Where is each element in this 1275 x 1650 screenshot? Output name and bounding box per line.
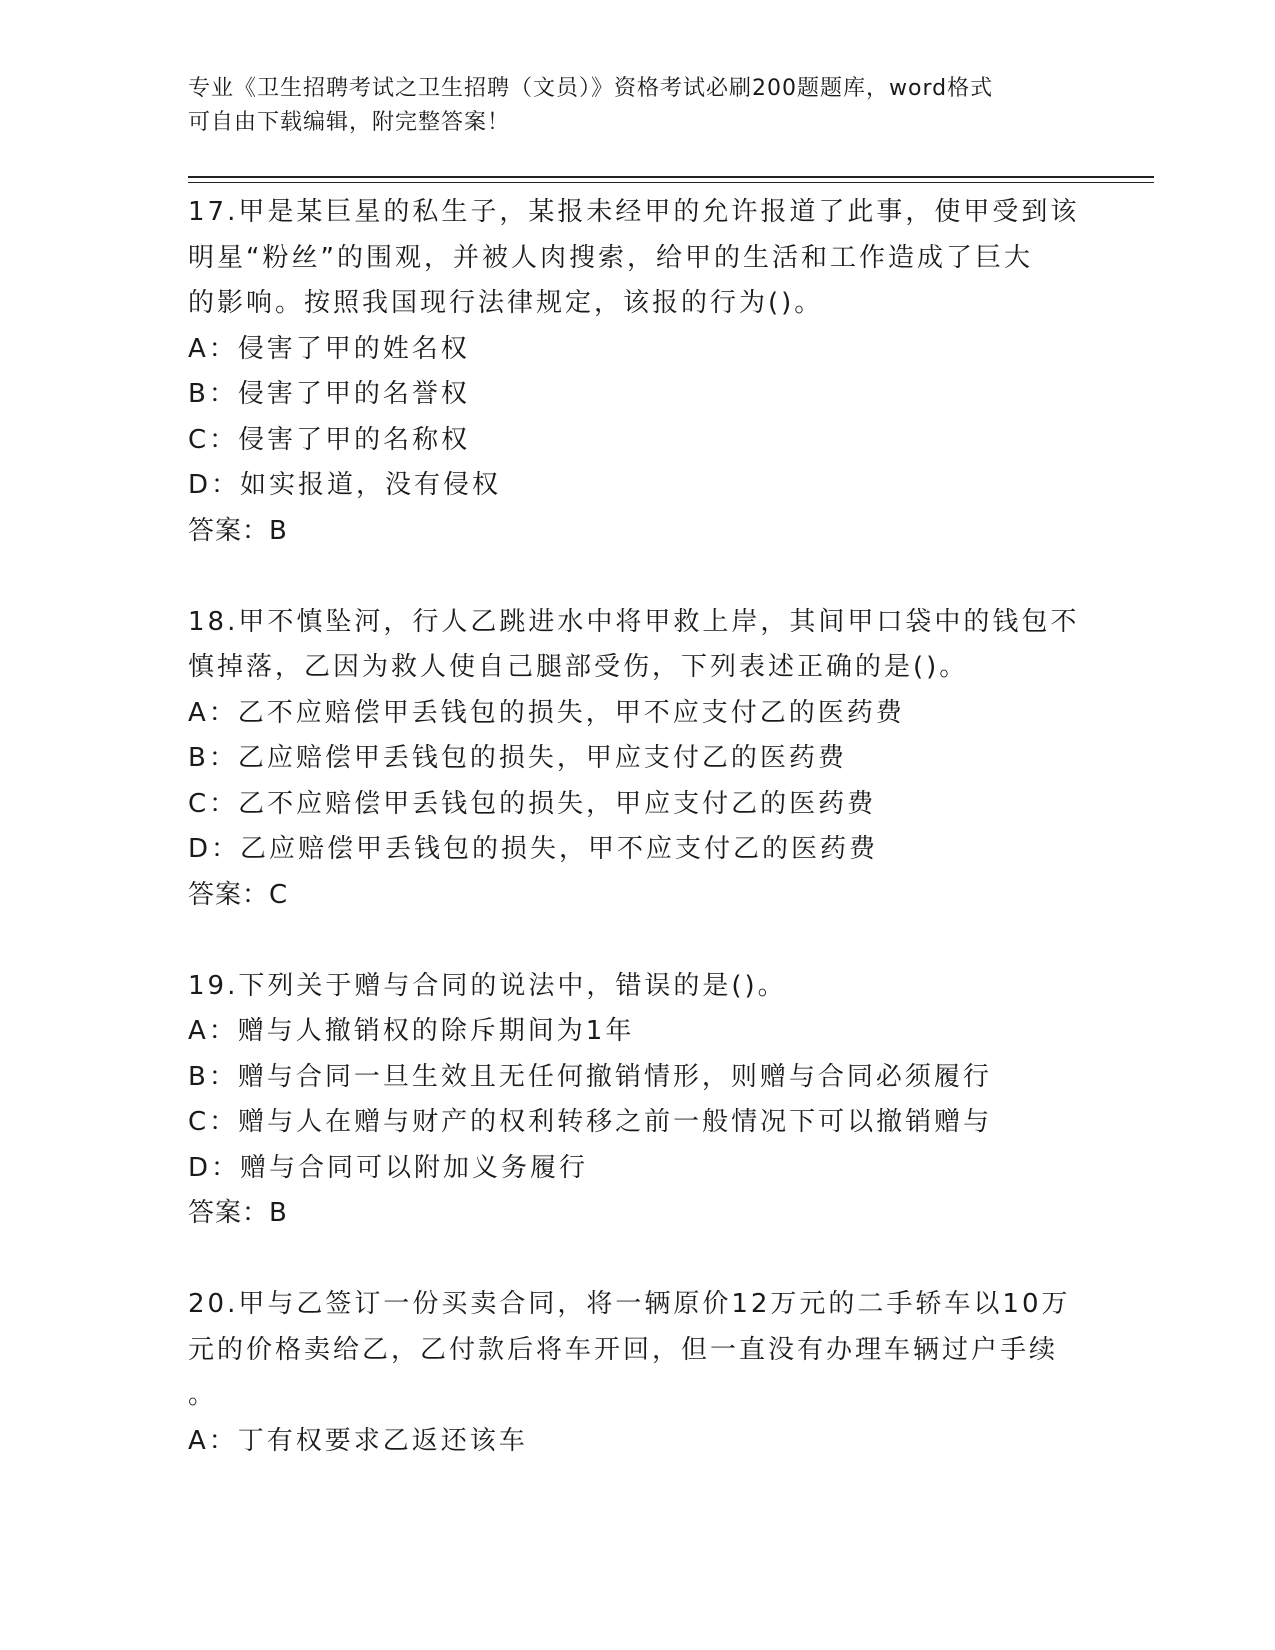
- question-19: [188, 964, 1088, 1237]
- header-line-1: 专业《卫生招聘考试之卫生招聘（文员）》资格考试必刷200题题库，word格式: [188, 76, 994, 101]
- answer-text: 答案：C: [188, 879, 289, 910]
- question-stem-line: 20.甲与乙签订一份买卖合同，将一辆原价12万元的二手轿车以10万: [188, 1289, 1071, 1319]
- option-c: C：侵害了甲的名称权: [188, 424, 471, 455]
- option-a: A：乙不应赔偿甲丢钱包的损失，甲不应支付乙的医药费: [188, 697, 905, 728]
- option-d: D：乙应赔偿甲丢钱包的损失，甲不应支付乙的医药费: [188, 834, 879, 864]
- answer-text: 答案：B: [188, 1198, 288, 1228]
- option-c: C：乙不应赔偿甲丢钱包的损失，甲应支付乙的医药费: [188, 788, 877, 819]
- question-stem-line: 19.下列关于赠与合同的说法中，错误的是()。: [188, 970, 787, 1001]
- question-stem-line: 慎掉落，乙因为救人使自己腿部受伤，下列表述正确的是()。: [188, 652, 969, 682]
- question-20: [188, 1282, 1088, 1464]
- question-stem-line: 元的价格卖给乙，乙付款后将车开回，但一直没有办理车辆过户手续: [188, 1334, 1059, 1365]
- option-b: B：乙应赔偿甲丢钱包的损失，甲应支付乙的医药费: [188, 743, 847, 773]
- document-header: [188, 72, 1068, 140]
- option-a: A：丁有权要求乙返还该车: [188, 1425, 528, 1456]
- header-rule-thin: [188, 182, 1154, 183]
- question-18: [188, 600, 1088, 918]
- option-d: D：赠与合同可以附加义务履行: [188, 1152, 589, 1183]
- question-17: [188, 190, 1088, 554]
- option-c: C：赠与人在赠与财产的权利转移之前一般情况下可以撤销赠与: [188, 1107, 993, 1137]
- question-stem-line: 18.甲不慎坠河，行人乙跳进水中将甲救上岸，其间甲口袋中的钱包不: [188, 606, 1080, 637]
- option-a: A：赠与人撤销权的除斥期间为1年: [188, 1016, 635, 1046]
- header-line-2: 可自由下载编辑，附完整答案！: [188, 110, 511, 135]
- question-stem-line: 的影响。按照我国现行法律规定，该报的行为()。: [188, 288, 824, 318]
- answer-text: 答案：B: [188, 515, 288, 546]
- question-stem-line: 明星“粉丝”的围观，并被人肉搜索，给甲的生活和工作造成了巨大: [188, 242, 1033, 273]
- header-rule-thick: [188, 176, 1154, 178]
- question-list: [188, 190, 1088, 1510]
- option-b: B：侵害了甲的名誉权: [188, 379, 470, 409]
- question-stem-line: 17.甲是某巨星的私生子，某报未经甲的允许报道了此事，使甲受到该: [188, 197, 1080, 227]
- option-a: A：侵害了甲的姓名权: [188, 333, 470, 364]
- question-stem-line: 。: [188, 1380, 218, 1410]
- option-b: B：赠与合同一旦生效且无任何撤销情形，则赠与合同必须履行: [188, 1061, 992, 1092]
- option-d: D：如实报道，没有侵权: [188, 470, 502, 500]
